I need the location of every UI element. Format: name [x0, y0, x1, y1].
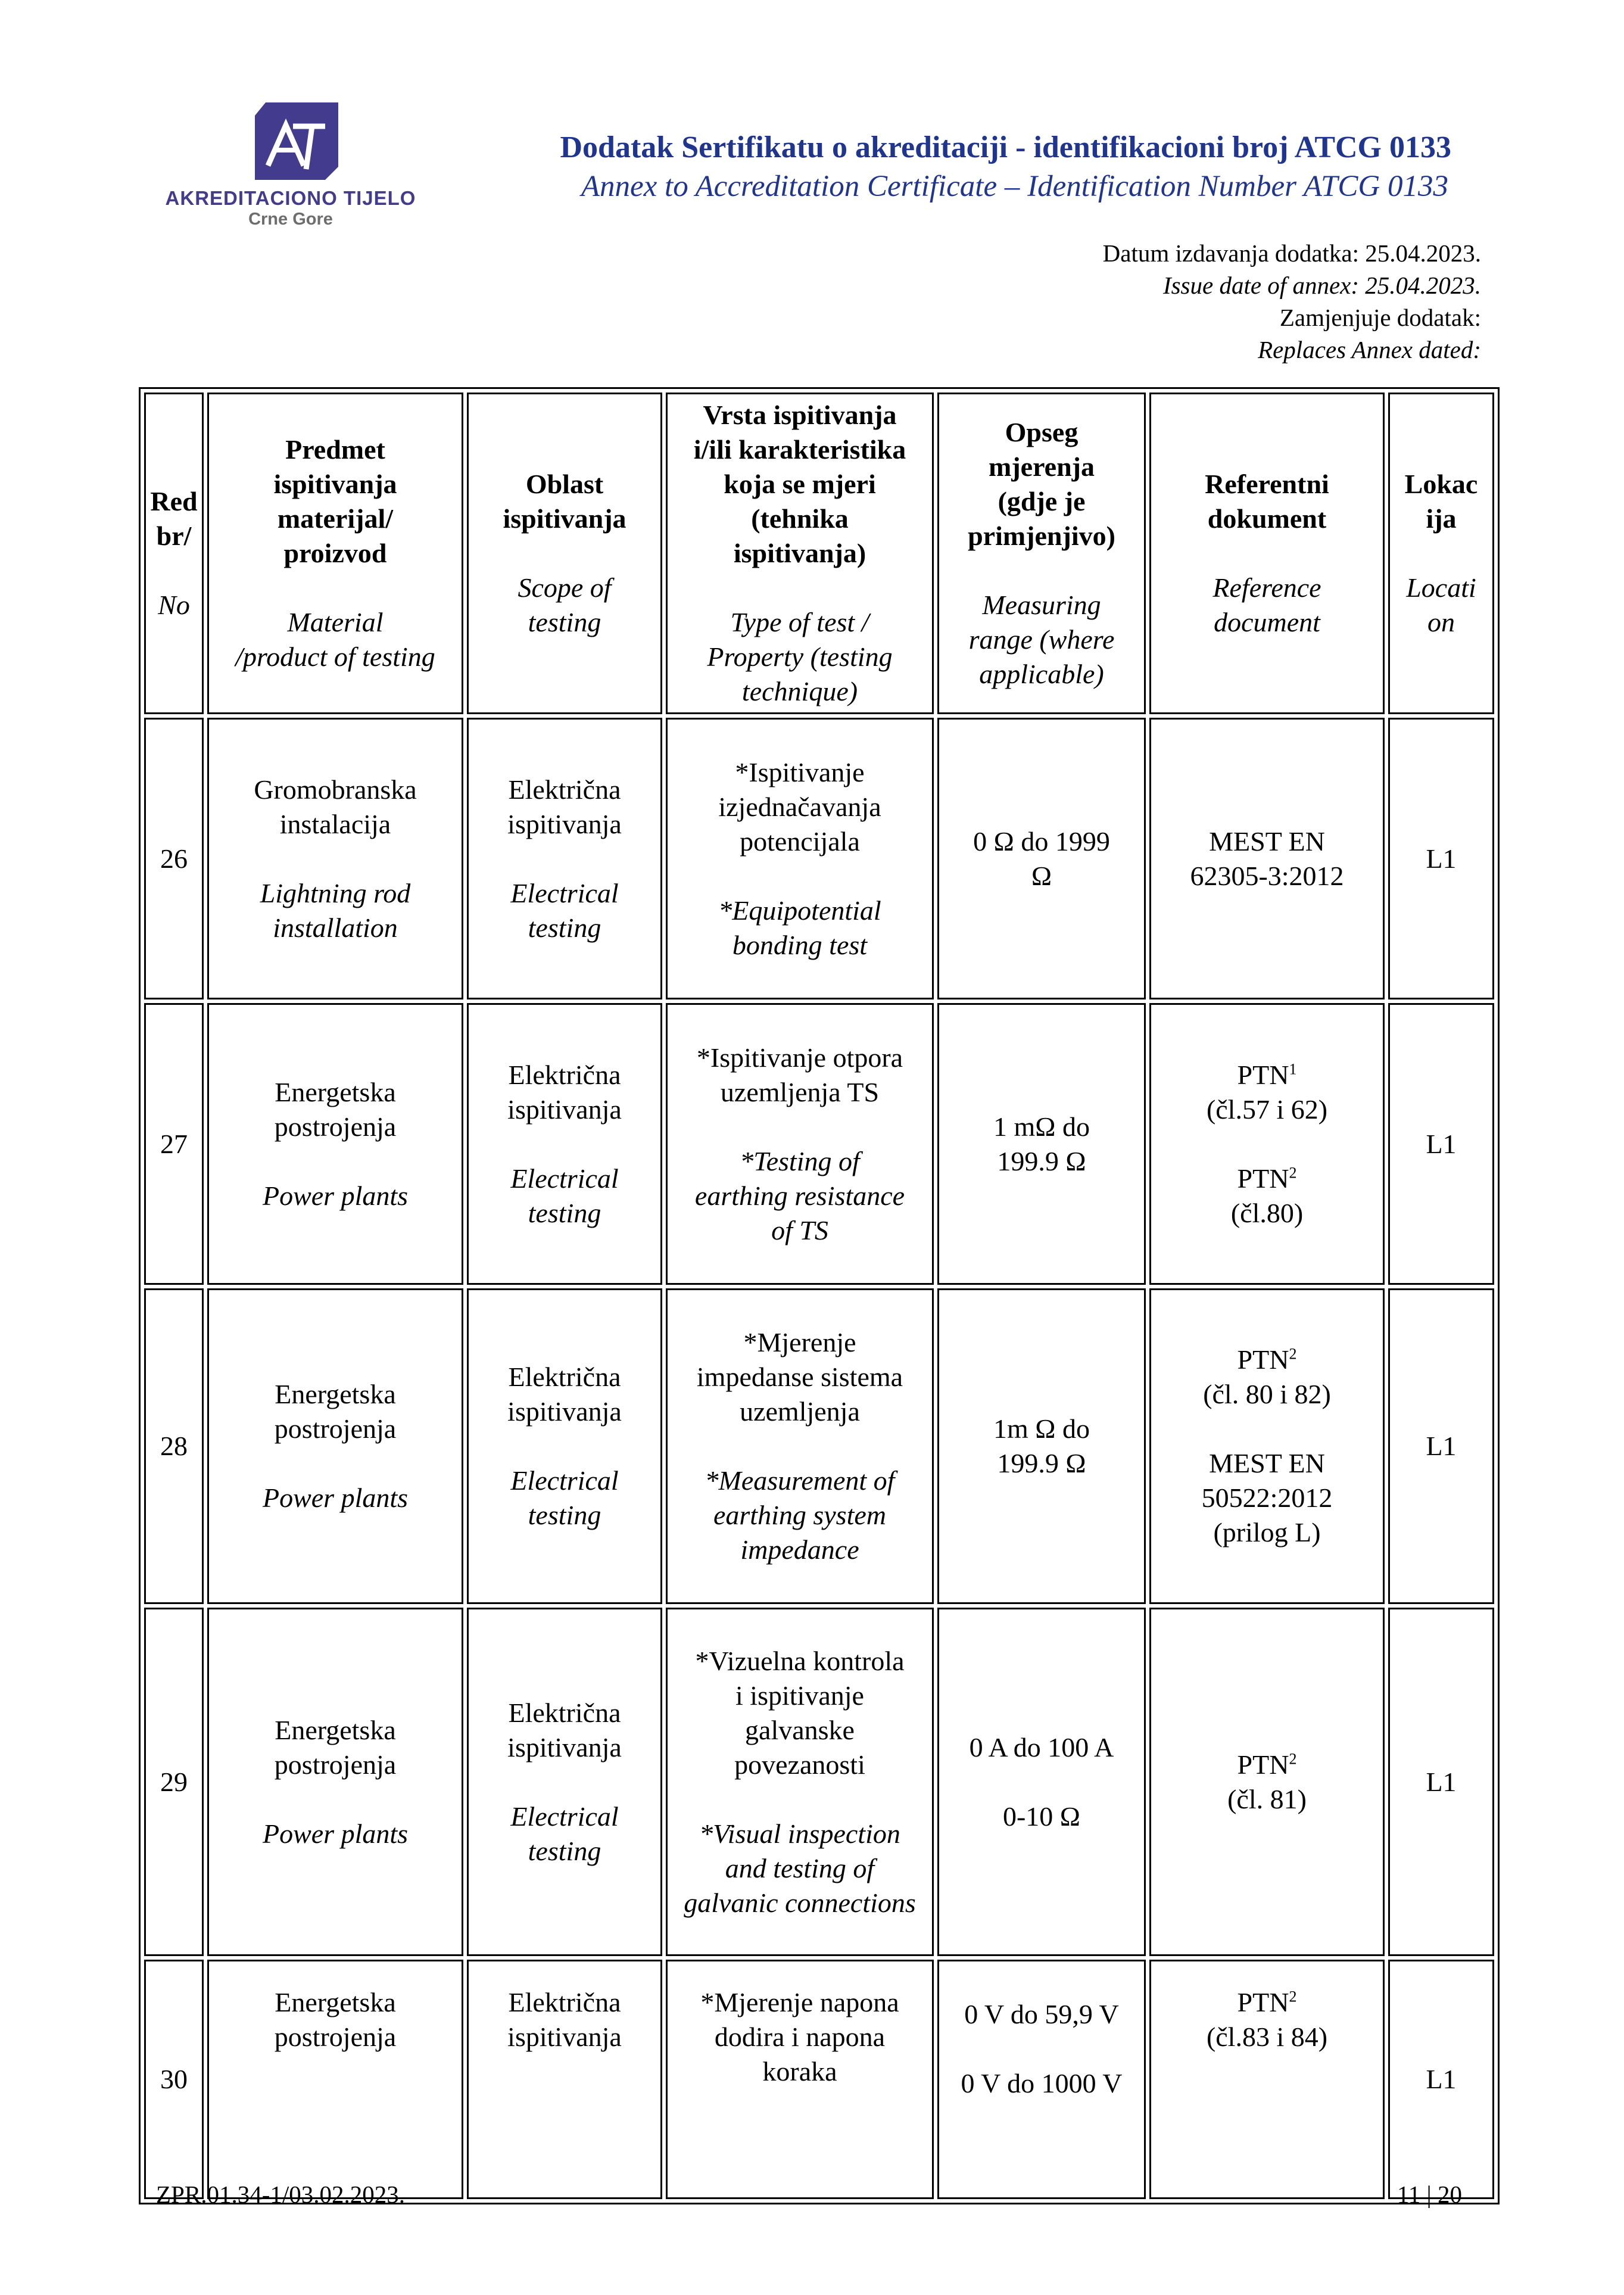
- cell-test-type: *Mjerenje napona dodira i napona koraka: [666, 1960, 934, 2199]
- cell-scope: Električna ispitivanja Electrical testing: [467, 1003, 662, 1285]
- header-cell-location: Lokac ija Locati on: [1388, 393, 1494, 714]
- cell-reference: PTN$^2$ (čl. 81): [1149, 1608, 1385, 1956]
- table-header-row: [144, 393, 1494, 714]
- header-cell-reference: Referentni dokument Reference document: [1149, 393, 1385, 714]
- table-row: [144, 1608, 1494, 1956]
- cell-no: 28: [144, 1288, 204, 1604]
- cell-location: L1: [1388, 1288, 1494, 1604]
- cell-range: 0 V do 59,9 V 0 V do 1000 V: [937, 1960, 1146, 2199]
- cell-reference: PTN$^2$ (čl.83 i 84): [1149, 1960, 1385, 2199]
- cell-no: 30: [144, 1960, 204, 2199]
- cell-range: 0 A do 100 A 0-10 Ω: [937, 1608, 1146, 1956]
- cell-no: 26: [144, 718, 204, 999]
- cell-no: 27: [144, 1003, 204, 1285]
- table-row: [144, 1288, 1494, 1604]
- table-row: [144, 1960, 1494, 2199]
- accreditation-logo-icon: [255, 102, 338, 180]
- page-subtitle: Annex to Accreditation Certificate – Identification Number ATCG 0133: [581, 170, 1448, 203]
- header-cell-range: Opseg mjerenja (gdje je primjenjivo) Measuring range (where applicable): [937, 393, 1146, 714]
- replaces-annex-en: Replaces Annex dated:: [1258, 336, 1481, 363]
- issue-date: Datum izdavanja dodatka: 25.04.2023.: [1102, 239, 1481, 267]
- cell-range: 0 Ω do 1999 Ω: [937, 718, 1146, 999]
- footer-doc-code: ZPR.01.34-1/03.02.2023.: [156, 2181, 405, 2208]
- cell-range: 1m Ω do 199.9 Ω: [937, 1288, 1146, 1604]
- cell-test-type: *Ispitivanje otpora uzemljenja TS *Testing of earthing resistance of TS: [666, 1003, 934, 1285]
- cell-material: Energetska postrojenja: [207, 1960, 463, 2199]
- issue-info: [1103, 237, 1481, 366]
- cell-test-type: *Mjerenje impedanse sistema uzemljenja *Measurement of earthing system impedance: [666, 1288, 934, 1604]
- cell-material: Gromobranska instalacija Lightning rod installation: [207, 718, 463, 999]
- cell-reference: MEST EN 62305-3:2012: [1149, 718, 1385, 999]
- cell-range: 1 mΩ do 199.9 Ω: [937, 1003, 1146, 1285]
- header-cell-no: Red br/ No: [144, 393, 204, 714]
- cell-scope: Električna ispitivanja: [467, 1960, 662, 2199]
- footer-page-number: 11 | 20: [1397, 2181, 1462, 2208]
- table-row: [144, 718, 1494, 999]
- table-row: [144, 1003, 1494, 1285]
- cell-material: Energetska postrojenja Power plants: [207, 1288, 463, 1604]
- cell-location: L1: [1388, 718, 1494, 999]
- replaces-annex: Zamjenjuje dodatak:: [1279, 304, 1481, 331]
- logo-org-name: AKREDITACIONO TIJELO: [165, 187, 416, 209]
- cell-location: L1: [1388, 1608, 1494, 1956]
- cell-scope: Električna ispitivanja Electrical testing: [467, 1288, 662, 1604]
- cell-scope: Električna ispitivanja Electrical testing: [467, 718, 662, 999]
- header-cell-scope: Oblast ispitivanja Scope of testing: [467, 393, 662, 714]
- cell-material: Energetska postrojenja Power plants: [207, 1003, 463, 1285]
- cell-location: L1: [1388, 1003, 1494, 1285]
- cell-location: L1: [1388, 1960, 1494, 2199]
- cell-material: Energetska postrojenja Power plants: [207, 1608, 463, 1956]
- cell-scope: Električna ispitivanja Electrical testing: [467, 1608, 662, 1956]
- cell-reference: PTN$^1$ (čl.57 i 62) PTN$^2$ (čl.80): [1149, 1003, 1385, 1285]
- scope-table: [139, 387, 1500, 2204]
- logo-org-sub: Crne Gore: [248, 210, 333, 229]
- cell-no: 29: [144, 1608, 204, 1956]
- org-logo: [160, 102, 422, 239]
- cell-reference: PTN$^2$ (čl. 80 i 82) MEST EN 50522:2012 (prilog L): [1149, 1288, 1385, 1604]
- header-cell-test-type: Vrsta ispitivanja i/ili karakteristika koja se mjeri (tehnika ispitivanja) Type of test / Property (testing technique): [666, 393, 934, 714]
- cell-test-type: *Ispitivanje izjednačavanja potencijala *Equipotential bonding test: [666, 718, 934, 999]
- header-cell-material: Predmet ispitivanja materijal/ proizvod Material /product of testing: [207, 393, 463, 714]
- issue-date-en: Issue date of annex: 25.04.2023.: [1162, 272, 1481, 299]
- page-title: Dodatak Sertifikatu o akreditaciji - identifikacioni broj ATCG 0133: [560, 130, 1451, 164]
- cell-test-type: *Vizuelna kontrola i ispitivanje galvanske povezanosti *Visual inspection and testing of galvanic connections: [666, 1608, 934, 1956]
